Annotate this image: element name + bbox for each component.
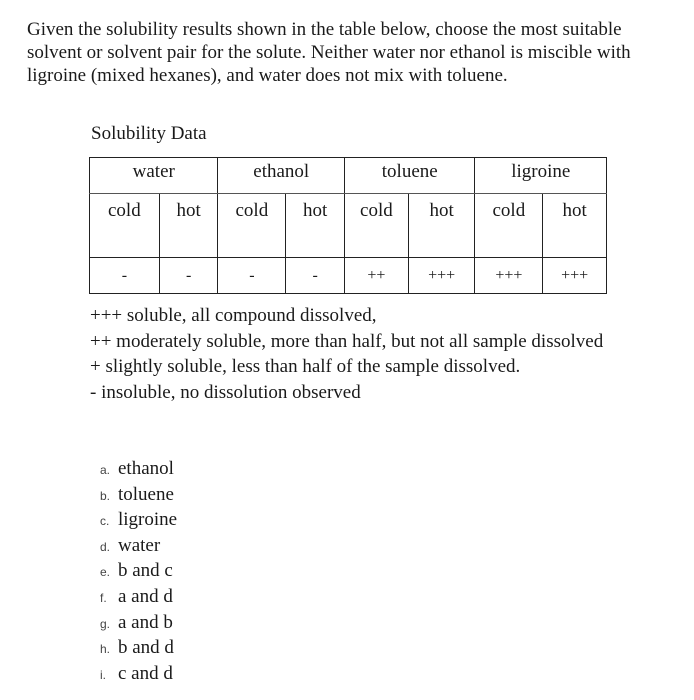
result-cell: +++ [408, 258, 475, 294]
answer-option-e[interactable] [100, 558, 177, 584]
option-letter: e. [100, 565, 111, 580]
option-letter: i. [100, 667, 106, 682]
option-text: a and b [118, 611, 173, 633]
solvent-header: water [90, 158, 218, 194]
legend-entry: ++ moderately soluble, more than half, but not all sample dissolved [90, 330, 604, 352]
result-cell: +++ [543, 258, 607, 294]
legend-entry: - insoluble, no dissolution observed [90, 381, 361, 403]
option-text: b and c [118, 560, 173, 582]
solubility-legend [90, 303, 610, 405]
solvent-header: toluene [344, 158, 475, 194]
solubility-table [89, 157, 607, 294]
legend-entry: +++ soluble, all compound dissolved, [90, 305, 377, 326]
solvent-header: ligroine [475, 158, 607, 194]
option-letter: h. [100, 642, 111, 657]
temperature-cell: cold [218, 194, 286, 258]
option-letter: b. [100, 488, 111, 503]
result-row [90, 258, 607, 294]
answer-option-d[interactable] [100, 533, 177, 559]
result-cell: +++ [475, 258, 543, 294]
answer-option-f[interactable] [100, 584, 177, 610]
answer-options [100, 456, 177, 686]
temperature-cell: hot [408, 194, 475, 258]
temperature-cell: hot [286, 194, 345, 258]
option-text: water [118, 534, 161, 556]
option-text: ethanol [118, 458, 174, 479]
question-text: Given the solubility results shown in the table below, choose the most suitable solvent or solvent pair for the solute. Neither water nor ethanol is miscible with ligroine (mixed hexanes), and water does not mix with toluene. [27, 19, 631, 86]
option-text: b and d [118, 637, 174, 659]
temperature-cell: cold [475, 194, 543, 258]
answer-option-h[interactable] [100, 635, 177, 661]
result-cell: ++ [344, 258, 408, 294]
result-cell: - [159, 258, 218, 294]
option-letter: g. [100, 616, 111, 631]
solvent-header: ethanol [218, 158, 345, 194]
option-letter: d. [100, 539, 111, 554]
temperature-row [90, 194, 607, 258]
answer-option-i[interactable] [100, 661, 177, 687]
option-text: c and d [118, 662, 173, 684]
result-cell: - [90, 258, 160, 294]
option-letter: c. [100, 514, 110, 529]
result-cell: - [218, 258, 286, 294]
legend-entry: + slightly soluble, less than half of the sample dissolved. [90, 356, 521, 377]
answer-option-g[interactable] [100, 610, 177, 636]
result-cell: - [286, 258, 345, 294]
answer-option-c[interactable] [100, 507, 177, 533]
option-text: toluene [118, 483, 174, 505]
option-letter: f. [100, 590, 107, 605]
temperature-cell: hot [543, 194, 607, 258]
option-text: ligroine [118, 509, 178, 531]
temperature-cell: cold [344, 194, 408, 258]
solvent-header-row [90, 158, 607, 194]
table-title: Solubility Data [91, 123, 207, 144]
answer-option-a[interactable] [100, 456, 177, 482]
temperature-cell: hot [159, 194, 218, 258]
option-text: a and d [118, 585, 173, 607]
option-letter: a. [100, 463, 111, 477]
temperature-cell: cold [90, 194, 160, 258]
answer-option-b[interactable] [100, 482, 177, 508]
